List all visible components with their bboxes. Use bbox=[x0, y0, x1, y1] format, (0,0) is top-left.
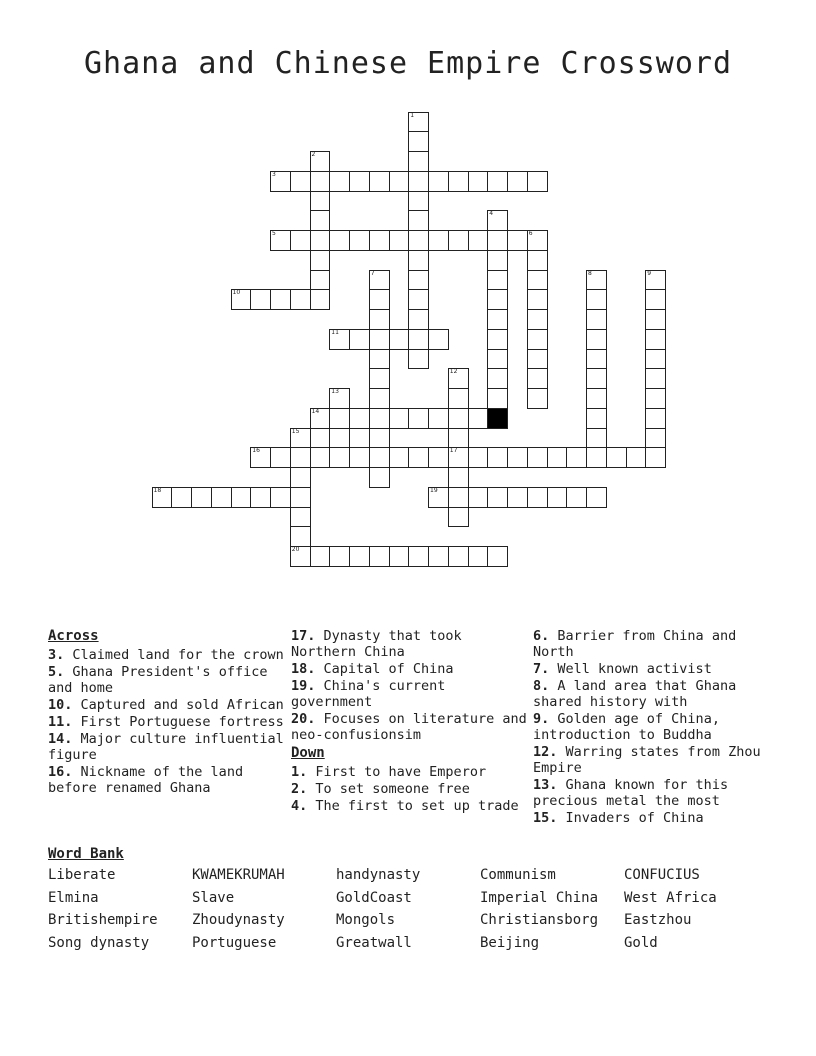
grid-cell[interactable] bbox=[290, 487, 311, 508]
grid-cell[interactable] bbox=[547, 447, 568, 468]
grid-cell[interactable] bbox=[231, 289, 252, 310]
clue-number: 10 bbox=[232, 289, 241, 297]
grid-cell[interactable] bbox=[487, 546, 508, 567]
across-heading: Across bbox=[48, 628, 99, 644]
grid-cell[interactable] bbox=[487, 487, 508, 508]
grid-cell[interactable] bbox=[448, 447, 469, 468]
grid-cell[interactable] bbox=[270, 289, 291, 310]
grid-cell[interactable] bbox=[547, 487, 568, 508]
clue bbox=[291, 711, 529, 743]
grid-cell[interactable] bbox=[468, 546, 489, 567]
grid-cell[interactable] bbox=[369, 309, 390, 330]
clue-number: 1 bbox=[410, 111, 415, 119]
word-bank-item: Christiansborg bbox=[480, 912, 599, 929]
clue-number: 15 bbox=[291, 427, 300, 435]
grid-cell[interactable] bbox=[527, 309, 548, 330]
grid-cell[interactable] bbox=[310, 191, 331, 212]
grid-cell[interactable] bbox=[448, 428, 469, 449]
grid-cell[interactable] bbox=[566, 447, 587, 468]
grid-cell[interactable] bbox=[290, 230, 311, 251]
grid-cell[interactable] bbox=[329, 546, 350, 567]
clue bbox=[48, 697, 286, 713]
grid-cell[interactable] bbox=[527, 270, 548, 291]
grid-cell[interactable] bbox=[290, 171, 311, 192]
grid-cell[interactable] bbox=[586, 289, 607, 310]
clue-number-label: 16. bbox=[48, 764, 81, 780]
word-bank-item: KWAMEKRUMAH bbox=[192, 867, 285, 883]
grid-cell[interactable] bbox=[369, 428, 390, 449]
grid-cell[interactable] bbox=[408, 329, 429, 350]
clue bbox=[291, 661, 529, 677]
clue bbox=[291, 798, 529, 814]
clue-number-label: 13. bbox=[533, 777, 566, 793]
clue-number-label: 7. bbox=[533, 661, 558, 677]
grid-cell[interactable] bbox=[329, 329, 350, 350]
clue-text: Focuses on literature and neo-confusionsim bbox=[291, 711, 527, 743]
grid-cell[interactable] bbox=[270, 171, 291, 192]
grid-cell[interactable] bbox=[527, 349, 548, 370]
across-clues-column-1 bbox=[48, 628, 286, 797]
grid-cell[interactable] bbox=[270, 447, 291, 468]
grid-cell[interactable] bbox=[527, 487, 548, 508]
clue-number: 3 bbox=[272, 170, 276, 178]
grid-cell[interactable] bbox=[408, 289, 429, 310]
grid-cell[interactable] bbox=[369, 289, 390, 310]
clue bbox=[533, 711, 771, 743]
grid-cell[interactable] bbox=[290, 546, 311, 567]
grid-cell[interactable] bbox=[527, 388, 548, 409]
grid-cell[interactable] bbox=[369, 349, 390, 370]
clue-number: 8 bbox=[588, 269, 592, 277]
clue-number: 13 bbox=[331, 388, 339, 395]
page-title: Ghana and Chinese Empire Crossword bbox=[83, 46, 733, 81]
clue-number-label: 4. bbox=[291, 798, 316, 814]
clue-text: Captured and sold African bbox=[80, 697, 284, 713]
clue-number: 11 bbox=[331, 328, 339, 336]
grid-cell[interactable] bbox=[329, 388, 350, 409]
grid-cell[interactable] bbox=[349, 230, 370, 251]
grid-cell[interactable] bbox=[428, 447, 449, 468]
clue-number-label: 2. bbox=[291, 781, 316, 797]
grid-cell[interactable] bbox=[586, 408, 607, 429]
grid-cell[interactable] bbox=[310, 230, 331, 251]
grid-cell[interactable] bbox=[527, 447, 548, 468]
grid-cell[interactable] bbox=[487, 447, 508, 468]
grid-cell[interactable] bbox=[349, 447, 370, 468]
grid-cell[interactable] bbox=[290, 289, 311, 310]
grid-cell[interactable] bbox=[586, 388, 607, 409]
grid-cell[interactable] bbox=[645, 388, 666, 409]
clue bbox=[291, 781, 529, 797]
grid-cell[interactable] bbox=[468, 487, 489, 508]
word-bank-item: Liberate bbox=[48, 867, 116, 883]
grid-cell[interactable] bbox=[645, 289, 666, 310]
down-clues-column-3 bbox=[533, 628, 771, 827]
grid-cell[interactable] bbox=[389, 230, 410, 251]
grid-cell[interactable] bbox=[448, 388, 469, 409]
word-bank-item: CONFUCIUS bbox=[624, 867, 700, 883]
clue bbox=[48, 714, 286, 730]
clue-number-label: 17. bbox=[291, 628, 324, 644]
clue-text: Major culture influential figure bbox=[48, 731, 284, 763]
word-bank-item: Beijing bbox=[480, 935, 540, 952]
grid-cell[interactable] bbox=[487, 388, 508, 409]
grid-cell[interactable] bbox=[428, 408, 449, 429]
word-bank-item: Gold bbox=[624, 935, 658, 952]
grid-cell[interactable] bbox=[586, 368, 607, 389]
word-bank-item: Mongols bbox=[336, 912, 396, 929]
word-bank-item: Communism bbox=[480, 867, 556, 883]
word-bank-item: Greatwall bbox=[336, 935, 412, 952]
grid-cell[interactable] bbox=[645, 408, 666, 429]
grid-cell[interactable] bbox=[507, 447, 528, 468]
clue-text: Nickname of the land before renamed Ghana bbox=[48, 764, 244, 796]
grid-cell[interactable] bbox=[389, 329, 410, 350]
grid-cell[interactable] bbox=[586, 487, 607, 508]
clue-text: China's current government bbox=[291, 678, 446, 710]
grid-cell[interactable] bbox=[408, 309, 429, 330]
clue-text: Invaders of China bbox=[565, 810, 704, 826]
clue-number: 18 bbox=[153, 486, 162, 494]
grid-cell[interactable] bbox=[448, 408, 469, 429]
grid-cell[interactable] bbox=[527, 289, 548, 310]
clue-number-label: 20. bbox=[291, 711, 324, 727]
grid-cell[interactable] bbox=[290, 428, 311, 449]
grid-cell[interactable] bbox=[349, 171, 370, 192]
grid-block bbox=[487, 408, 508, 429]
grid-cell[interactable] bbox=[310, 171, 331, 192]
grid-cell[interactable] bbox=[487, 171, 508, 192]
grid-cell[interactable] bbox=[428, 487, 449, 508]
grid-cell[interactable] bbox=[645, 270, 666, 291]
grid-cell[interactable] bbox=[566, 487, 587, 508]
grid-cell[interactable] bbox=[329, 428, 350, 449]
grid-cell[interactable] bbox=[310, 447, 331, 468]
clue-number: 9 bbox=[647, 269, 652, 277]
clue-text: First to have Emperor bbox=[315, 764, 487, 780]
grid-cell[interactable] bbox=[211, 487, 232, 508]
grid-cell[interactable] bbox=[468, 447, 489, 468]
clue-number: 20 bbox=[291, 546, 300, 553]
clue-number-label: 9. bbox=[533, 711, 558, 727]
grid-cell[interactable] bbox=[507, 171, 528, 192]
grid-cell[interactable] bbox=[408, 131, 429, 152]
grid-cell[interactable] bbox=[487, 230, 508, 251]
grid-cell[interactable] bbox=[448, 368, 469, 389]
grid-cell[interactable] bbox=[250, 447, 271, 468]
grid-cell[interactable] bbox=[586, 428, 607, 449]
clue-number: 6 bbox=[528, 230, 533, 237]
grid-cell[interactable] bbox=[369, 467, 390, 488]
grid-cell[interactable] bbox=[369, 546, 390, 567]
grid-cell[interactable] bbox=[645, 428, 666, 449]
word-bank-item: Portuguese bbox=[192, 935, 277, 952]
grid-cell[interactable] bbox=[290, 467, 311, 488]
clue bbox=[533, 661, 771, 677]
grid-cell[interactable] bbox=[428, 171, 449, 192]
grid-cell[interactable] bbox=[645, 329, 666, 350]
grid-cell[interactable] bbox=[527, 171, 548, 192]
clue-text: First Portuguese fortress bbox=[80, 714, 284, 730]
clue-number: 12 bbox=[449, 368, 458, 376]
grid-cell[interactable] bbox=[270, 487, 291, 508]
clue-number-label: 14. bbox=[48, 731, 81, 747]
grid-cell[interactable] bbox=[527, 250, 548, 271]
grid-cell[interactable] bbox=[408, 151, 429, 172]
grid-cell[interactable] bbox=[586, 270, 607, 291]
grid-cell[interactable] bbox=[487, 368, 508, 389]
word-bank-item: Britishempire bbox=[48, 912, 158, 929]
grid-cell[interactable] bbox=[349, 329, 370, 350]
grid-cell[interactable] bbox=[310, 151, 331, 172]
clue-number-label: 10. bbox=[48, 697, 81, 713]
grid-cell[interactable] bbox=[468, 230, 489, 251]
clue-number-label: 18. bbox=[291, 661, 324, 677]
grid-cell[interactable] bbox=[369, 408, 390, 429]
clue-number-label: 19. bbox=[291, 678, 324, 694]
grid-cell[interactable] bbox=[428, 230, 449, 251]
grid-cell[interactable] bbox=[389, 447, 410, 468]
word-bank-item: GoldCoast bbox=[336, 889, 412, 906]
clue bbox=[291, 764, 529, 780]
grid-cell[interactable] bbox=[645, 309, 666, 330]
grid-cell[interactable] bbox=[408, 112, 429, 133]
grid-cell[interactable] bbox=[290, 526, 311, 547]
grid-cell[interactable] bbox=[487, 309, 508, 330]
grid-cell[interactable] bbox=[586, 309, 607, 330]
clue-number: 19 bbox=[430, 486, 438, 494]
grid-cell[interactable] bbox=[329, 171, 350, 192]
clue bbox=[291, 678, 529, 710]
grid-cell[interactable] bbox=[310, 270, 331, 291]
clue-text: Golden age of China, introduction to Buddha bbox=[533, 711, 720, 743]
grid-cell[interactable] bbox=[408, 270, 429, 291]
clue-number: 17 bbox=[449, 447, 458, 455]
clue bbox=[48, 664, 286, 696]
clue-text: Warring states from Zhou Empire bbox=[533, 744, 761, 776]
grid-cell[interactable] bbox=[389, 171, 410, 192]
grid-cell[interactable] bbox=[310, 210, 331, 231]
grid-cell[interactable] bbox=[448, 487, 469, 508]
grid-cell[interactable] bbox=[487, 289, 508, 310]
grid-cell[interactable] bbox=[369, 388, 390, 409]
clues-column-2 bbox=[291, 628, 529, 815]
grid-cell[interactable] bbox=[408, 250, 429, 271]
grid-cell[interactable] bbox=[408, 349, 429, 370]
clue-number-label: 3. bbox=[48, 647, 73, 663]
word-bank-item: Elmina bbox=[48, 889, 99, 906]
grid-cell[interactable] bbox=[586, 349, 607, 370]
grid-cell[interactable] bbox=[152, 487, 173, 508]
clue-number: 2 bbox=[311, 151, 316, 158]
clue-text: Ghana President's office and home bbox=[48, 664, 268, 696]
grid-cell[interactable] bbox=[329, 408, 350, 429]
grid-cell[interactable] bbox=[408, 191, 429, 212]
grid-cell[interactable] bbox=[369, 270, 390, 291]
grid-cell[interactable] bbox=[389, 546, 410, 567]
clue bbox=[533, 810, 771, 826]
grid-cell[interactable] bbox=[487, 250, 508, 271]
grid-cell[interactable] bbox=[448, 467, 469, 488]
grid-cell[interactable] bbox=[448, 546, 469, 567]
grid-cell[interactable] bbox=[408, 408, 429, 429]
grid-cell[interactable] bbox=[507, 230, 528, 251]
clue bbox=[533, 777, 771, 809]
grid-cell[interactable] bbox=[468, 171, 489, 192]
grid-cell[interactable] bbox=[329, 230, 350, 251]
clue-number-label: 5. bbox=[48, 664, 73, 680]
word-bank-item: Imperial China bbox=[480, 889, 599, 906]
clue bbox=[533, 628, 771, 660]
word-bank-item: West Africa bbox=[624, 889, 717, 906]
clue bbox=[48, 764, 286, 796]
grid-cell[interactable] bbox=[231, 487, 252, 508]
clue-number-label: 1. bbox=[291, 764, 316, 780]
grid-cell[interactable] bbox=[527, 329, 548, 350]
grid-cell[interactable] bbox=[645, 368, 666, 389]
grid-cell[interactable] bbox=[310, 408, 331, 429]
grid-cell[interactable] bbox=[290, 447, 311, 468]
grid-cell[interactable] bbox=[586, 447, 607, 468]
grid-cell[interactable] bbox=[250, 289, 271, 310]
grid-cell[interactable] bbox=[369, 171, 390, 192]
grid-cell[interactable] bbox=[487, 270, 508, 291]
grid-cell[interactable] bbox=[389, 408, 410, 429]
grid-cell[interactable] bbox=[408, 546, 429, 567]
clue-number-label: 11. bbox=[48, 714, 81, 730]
word-bank-item: Eastzhou bbox=[624, 912, 692, 929]
grid-cell[interactable] bbox=[310, 289, 331, 310]
grid-cell[interactable] bbox=[408, 447, 429, 468]
grid-cell[interactable] bbox=[645, 349, 666, 370]
down-heading: Down bbox=[291, 745, 325, 761]
clue bbox=[48, 647, 286, 663]
clue-text: To set someone free bbox=[315, 781, 470, 797]
clue-number-label: 8. bbox=[533, 678, 558, 694]
grid-cell[interactable] bbox=[527, 230, 548, 251]
clue-text: Capital of China bbox=[323, 661, 454, 677]
grid-cell[interactable] bbox=[290, 507, 311, 528]
clue-number: 7 bbox=[370, 269, 375, 277]
clue-number-label: 15. bbox=[533, 810, 566, 826]
grid-cell[interactable] bbox=[310, 546, 331, 567]
grid-cell[interactable] bbox=[428, 329, 449, 350]
grid-cell[interactable] bbox=[626, 447, 647, 468]
grid-cell[interactable] bbox=[507, 487, 528, 508]
grid-cell[interactable] bbox=[645, 447, 666, 468]
word-bank-item: Song dynasty bbox=[48, 935, 150, 952]
grid-cell[interactable] bbox=[349, 408, 370, 429]
grid-cell[interactable] bbox=[270, 230, 291, 251]
clue-text: Well known activist bbox=[557, 661, 712, 677]
grid-cell[interactable] bbox=[487, 210, 508, 231]
word-bank-item: handynasty bbox=[336, 867, 421, 883]
clue bbox=[48, 731, 286, 763]
clue-number: 14 bbox=[311, 407, 320, 415]
grid-cell[interactable] bbox=[369, 447, 390, 468]
word-bank-item: Slave bbox=[192, 889, 235, 906]
clue-number-label: 6. bbox=[533, 628, 558, 644]
clue-number: 4 bbox=[489, 210, 494, 218]
grid-cell[interactable] bbox=[448, 171, 469, 192]
grid-cell[interactable] bbox=[448, 230, 469, 251]
grid-cell[interactable] bbox=[527, 368, 548, 389]
grid-cell[interactable] bbox=[487, 329, 508, 350]
clue-text: Claimed land for the crown bbox=[72, 647, 284, 663]
grid-cell[interactable] bbox=[369, 329, 390, 350]
grid-cell[interactable] bbox=[408, 171, 429, 192]
grid-cell[interactable] bbox=[487, 349, 508, 370]
grid-cell[interactable] bbox=[408, 230, 429, 251]
clue-text: Dynasty that took Northern China bbox=[291, 628, 462, 660]
clue-text: Barrier from China and North bbox=[533, 628, 737, 660]
grid-cell[interactable] bbox=[428, 546, 449, 567]
clue-number: 16 bbox=[252, 447, 260, 455]
grid-cell[interactable] bbox=[310, 250, 331, 271]
word-bank-item: Zhoudynasty bbox=[192, 912, 285, 929]
clue-text: Ghana known for this precious metal the most bbox=[533, 777, 729, 809]
clue-text: The first to set up trade bbox=[315, 798, 519, 814]
grid-cell[interactable] bbox=[468, 408, 489, 429]
grid-cell[interactable] bbox=[349, 546, 370, 567]
grid-cell[interactable] bbox=[250, 487, 271, 508]
clue bbox=[291, 628, 529, 660]
grid-cell[interactable] bbox=[586, 329, 607, 350]
grid-cell[interactable] bbox=[191, 487, 212, 508]
grid-cell[interactable] bbox=[171, 487, 192, 508]
grid-cell[interactable] bbox=[606, 447, 627, 468]
word-bank-heading: Word Bank bbox=[48, 846, 124, 862]
clue-number-label: 12. bbox=[533, 744, 566, 760]
clue bbox=[533, 678, 771, 710]
grid-cell[interactable] bbox=[329, 447, 350, 468]
clue-number: 5 bbox=[272, 230, 276, 237]
grid-cell[interactable] bbox=[369, 368, 390, 389]
grid-cell[interactable] bbox=[448, 507, 469, 528]
grid-cell[interactable] bbox=[369, 230, 390, 251]
clue-text: A land area that Ghana shared history with bbox=[533, 678, 737, 710]
grid-cell[interactable] bbox=[408, 210, 429, 231]
clue bbox=[533, 744, 771, 776]
